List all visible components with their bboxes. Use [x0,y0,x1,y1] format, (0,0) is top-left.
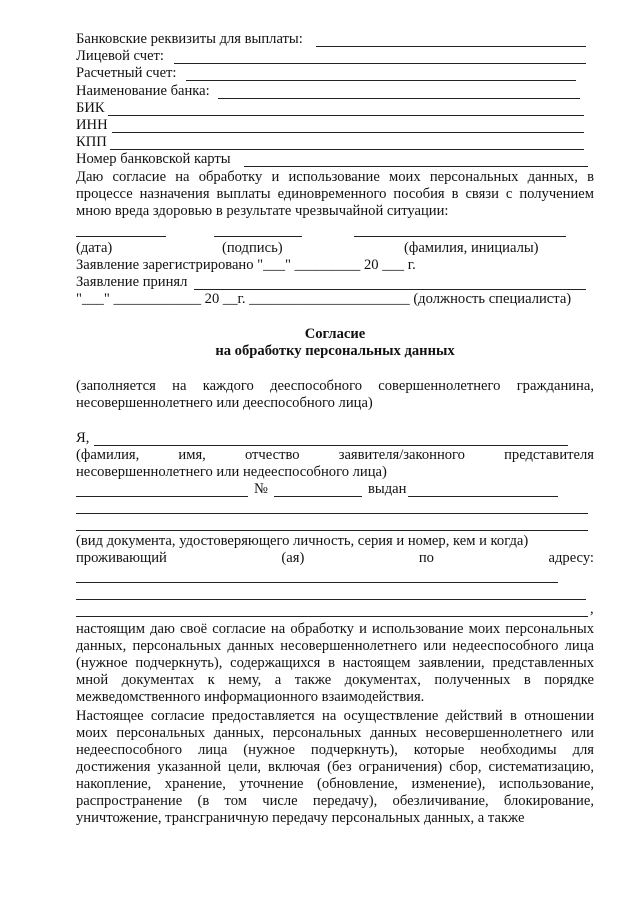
address-comma: , [590,601,594,617]
residing-word: (ая) [281,550,305,566]
inn-field[interactable] [112,117,584,133]
fio-caption-line [76,447,594,464]
consent-paragraph: Даю согласие на обработку и использование моих персональных данных, в процессе назначения выплаты единовременного пособия в связи с получением мною вреда здоровью в результате чрезвычайной ситуации: [76,169,594,219]
bank-details-field[interactable] [316,31,586,47]
bik-field[interactable] [108,100,584,116]
fio-caption-word: представителя [504,447,594,463]
ya-label: Я, [76,430,90,446]
bank-intro-label: Банковские реквизиты для выплаты: [76,31,303,47]
address-field-2[interactable] [76,584,586,600]
name-line[interactable] [354,221,566,237]
applicant-name-field[interactable] [94,430,568,446]
residing-word: проживающий [76,550,167,566]
settlement-account-field[interactable] [186,65,576,81]
residing-word: по [418,550,434,566]
address-field-3[interactable] [76,601,588,617]
consent-body-1: настоящим даю своё согласие на обработку и использование моих персональных данных, персональных данных несовершеннолетнего или недееспособного лица (нужное подчеркнуть), содержащихся в настоящем заявлении, представленных мной документах к нему, а также документах, полученных в порядке межведомственного информационного взаимодействия. [76,621,594,705]
issued-by-cont-field[interactable] [76,515,588,531]
fio-caption-word: (фамилия, [76,447,140,463]
date-caption: (дата) [76,240,113,256]
fio-caption-cont: несовершеннолетнего или недееспособного лица) [76,464,387,480]
address-field[interactable] [76,567,558,583]
issued-label: выдан [368,481,407,497]
settlement-account-label: Расчетный счет: [76,65,177,81]
consent-subtitle: на обработку персональных данных [215,343,455,359]
signature-line[interactable] [214,221,302,237]
inn-label: ИНН [76,117,108,133]
kpp-field[interactable] [110,134,584,150]
residing-word: адресу: [548,550,594,566]
signature-caption: (подпись) [222,240,283,256]
bik-label: БИК [76,100,105,116]
issued-by-cont-field[interactable] [76,498,588,514]
registered-line: Заявление зарегистрировано "___" _________ 20 ___ г. [76,257,416,273]
document-caption: (вид документа, удостоверяющего личность, серия и номер, кем и когда) [76,533,529,549]
card-number-label: Номер банковской карты [76,151,231,167]
fio-caption-word: имя, [178,447,206,463]
card-number-field[interactable] [244,151,588,167]
kpp-label: КПП [76,134,107,150]
document-number-field[interactable] [274,481,362,497]
consent-title: Согласие [304,326,366,342]
personal-account-field[interactable] [174,48,586,64]
fio-caption-word: заявителя/законного [338,447,465,463]
date-line[interactable] [76,221,166,237]
name-caption: (фамилия, инициалы) [404,240,539,256]
bank-name-field[interactable] [218,83,580,99]
personal-account-label: Лицевой счет: [76,48,164,64]
accepted-label: Заявление принял [76,274,188,290]
number-sign: № [254,481,268,497]
residing-line [76,550,594,567]
consent-body-2: Настоящее согласие предоставляется на осуществление действий в отношении моих персональных данных, персональных данных несовершеннолетнего или недееспособного лица (нужное подчеркнуть), которые необходимы для достижения указанной цели, включая (без ограничения) сбор, систематизацию, накопление, хранение, уточнение (обновление, изменение), использование, распространение (в том числе передачу), обезличивание, блокирование, уничтожение, трансграничную передачу персональных данных, а также [76,708,594,826]
accepted-date-line: "___" ____________ 20 __г. ______________________ (должность специалиста) [76,291,572,307]
bank-name-label: Наименование банка: [76,83,210,99]
fio-caption-word: отчество [244,447,300,463]
issued-by-field[interactable] [408,481,558,497]
fill-note: (заполняется на каждого дееспособного совершеннолетнего гражданина, несовершеннолетнего или дееспособного лица) [76,378,594,411]
accepted-field[interactable] [194,274,586,290]
document-type-field[interactable] [76,481,248,497]
